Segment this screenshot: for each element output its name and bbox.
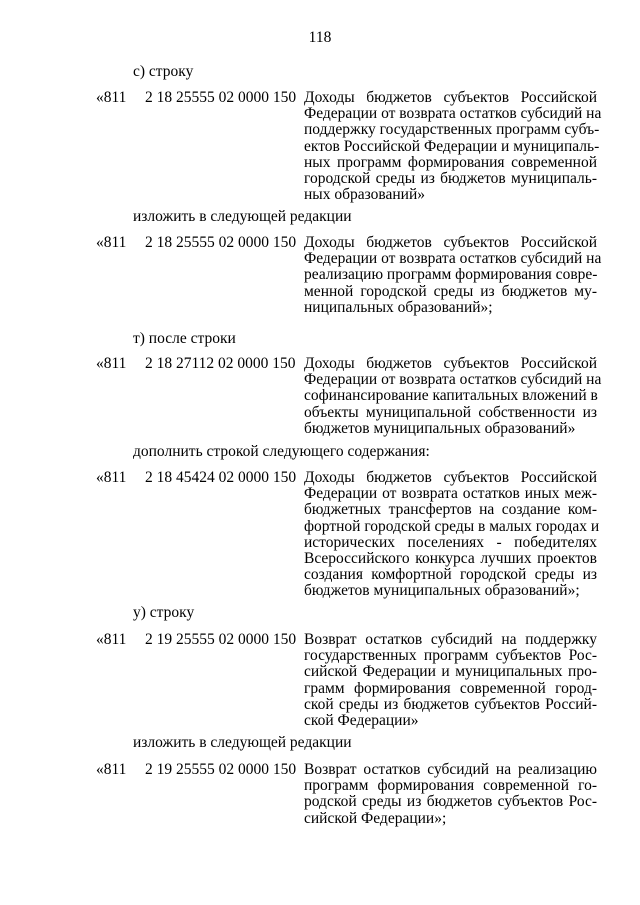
description-line: Всероссийского конкурса лучших проектов bbox=[304, 549, 597, 567]
kbk-code: 2 19 25555 02 0000 150 bbox=[145, 631, 297, 648]
description-line: государственных программ субъектов Рос- bbox=[304, 647, 597, 665]
block-intro: т) после строки bbox=[133, 330, 236, 347]
description bbox=[304, 89, 602, 204]
description-line: реализацию программ формирования совре- bbox=[304, 266, 598, 284]
description-line: городской среды из бюджетов муниципаль- bbox=[304, 169, 597, 187]
block-intro: у) строку bbox=[133, 604, 195, 621]
description-line: Федерации от возврата остатков субсидий на bbox=[304, 371, 602, 389]
block-intro: с) строку bbox=[133, 63, 194, 80]
kbk-code: 2 19 25555 02 0000 150 bbox=[145, 761, 297, 778]
description bbox=[304, 762, 597, 827]
block-intro: дополнить строкой следующего содержания: bbox=[133, 443, 430, 460]
kbk-code: 2 18 25555 02 0000 150 bbox=[145, 89, 297, 106]
description bbox=[304, 355, 602, 437]
description bbox=[304, 469, 600, 600]
description-line: объекты муниципальной собственности из bbox=[304, 403, 597, 421]
page-number: 118 bbox=[308, 29, 332, 46]
description-line: Федерации от возврата остатков иных меж- bbox=[304, 485, 597, 503]
description-line: ской среды из бюджетов субъектов Россий- bbox=[304, 695, 597, 713]
description-line: ных программ формирования современной bbox=[304, 153, 597, 171]
description-line: ниципальных образований»; bbox=[304, 298, 493, 316]
description-line: Доходы бюджетов субъектов Российской bbox=[304, 89, 597, 106]
description-line: Федерации от возврата остатков субсидий на bbox=[304, 105, 602, 123]
admin-code: «811 bbox=[96, 355, 127, 372]
description-line: исторических поселениях - победителях bbox=[304, 533, 597, 551]
kbk-code: 2 18 45424 02 0000 150 bbox=[145, 469, 297, 486]
description-line: грамм формирования современной город- bbox=[304, 679, 597, 697]
description bbox=[304, 234, 602, 316]
description-line: софинансирование капитальных вложений в bbox=[304, 387, 598, 405]
description-line: Возврат остатков субсидий на поддержку bbox=[304, 631, 597, 648]
description-line: Возврат остатков субсидий на реализацию bbox=[304, 761, 597, 778]
admin-code: «811 bbox=[96, 469, 127, 486]
description-line: сийской Федерации и муниципальных про- bbox=[304, 663, 597, 681]
description bbox=[304, 632, 597, 729]
block-intro: изложить в следующей редакции bbox=[133, 734, 352, 751]
admin-code: «811 bbox=[96, 631, 127, 648]
kbk-code: 2 18 25555 02 0000 150 bbox=[145, 234, 297, 251]
description-line: Федерации от возврата остатков субсидий на bbox=[304, 250, 602, 268]
description-line: Доходы бюджетов субъектов Российской bbox=[304, 469, 597, 486]
description-line: бюджетов муниципальных образований» bbox=[304, 419, 576, 437]
admin-code: «811 bbox=[96, 234, 127, 251]
description-line: бюджетов муниципальных образований»; bbox=[304, 582, 580, 600]
block-intro: изложить в следующей редакции bbox=[133, 208, 352, 225]
description-line: поддержку государственных программ субъ- bbox=[304, 121, 600, 139]
description-line: сийской Федерации»; bbox=[304, 809, 447, 827]
description-line: фортной городской среды в малых городах и bbox=[304, 517, 600, 535]
description-line: родской среды из бюджетов субъектов Рос- bbox=[304, 793, 597, 811]
description-line: Доходы бюджетов субъектов Российской bbox=[304, 355, 597, 372]
admin-code: «811 bbox=[96, 761, 127, 778]
description-line: создания комфортной городской среды из bbox=[304, 566, 597, 584]
description-line: программ формирования современной го- bbox=[304, 777, 597, 795]
description-line: ектов Российской Федерации и муниципаль- bbox=[304, 137, 600, 155]
description-line: бюджетных трансфертов на создание ком- bbox=[304, 501, 597, 519]
admin-code: «811 bbox=[96, 89, 127, 106]
kbk-code: 2 18 27112 02 0000 150 bbox=[145, 355, 296, 372]
description-line: ных образований» bbox=[304, 186, 426, 204]
description-line: менной городской среды из бюджетов му- bbox=[304, 282, 597, 300]
description-line: Доходы бюджетов субъектов Российской bbox=[304, 234, 597, 251]
description-line: ской Федерации» bbox=[304, 711, 419, 729]
